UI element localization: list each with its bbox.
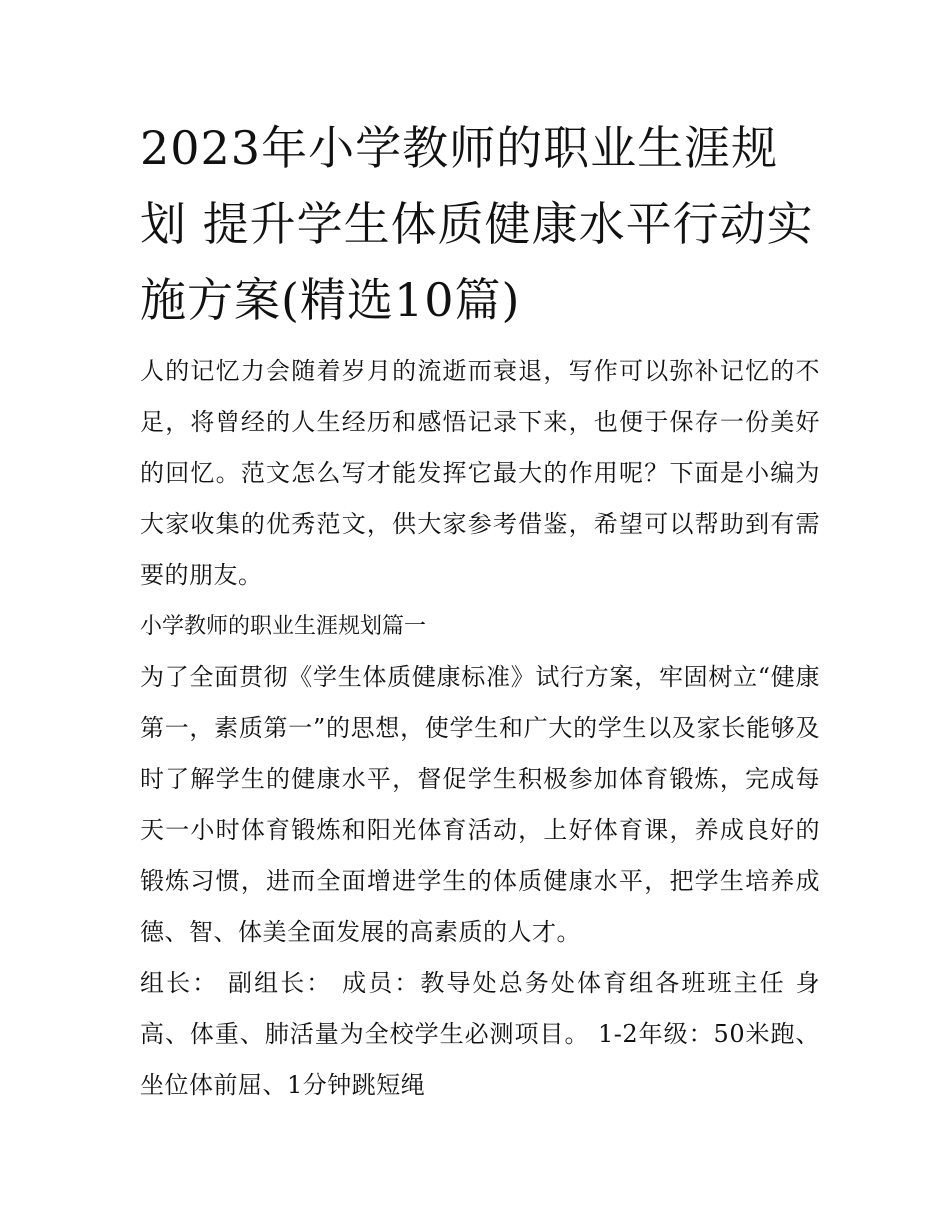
document-page bbox=[140, 110, 820, 1111]
body-paragraph-1: 为了全面贯彻《学生体质健康标准》试行方案，牢固树立“健康第一，素质第一”的思想，使学生和广大的学生以及家长能够及时了解学生的健康水平，督促学生积极参加体育锻炼，完成每天一小时体育锻炼和阳光体育活动，上好体育课，养成良好的锻炼习惯，进而全面增进学生的体质健康水平，把学生培养成德、智、体美全面发展的高素质的人才。 bbox=[140, 663, 820, 946]
section-heading: 小学教师的职业生涯规划篇一 bbox=[140, 614, 427, 639]
body-paragraph-2: 组长： 副组长： 成员：教导处总务处体育组各班班主任 身高、体重、肺活量为全校学生必测项目。 1-2年级：50米跑、坐位体前屈、1分钟跳短绳 bbox=[140, 969, 820, 1099]
intro-paragraph: 人的记忆力会随着岁月的流逝而衰退，写作可以弥补记忆的不足，将曾经的人生经历和感悟记录下来，也便于保存一份美好的回忆。范文怎么写才能发挥它最大的作用呢？下面是小编为大家收集的优秀范文，供大家参考借鉴，希望可以帮助到有需要的朋友。 bbox=[140, 357, 820, 589]
document-title: 2023年小学教师的职业生涯规划 提升学生体质健康水平行动实施方案(精选10篇) bbox=[140, 121, 814, 327]
